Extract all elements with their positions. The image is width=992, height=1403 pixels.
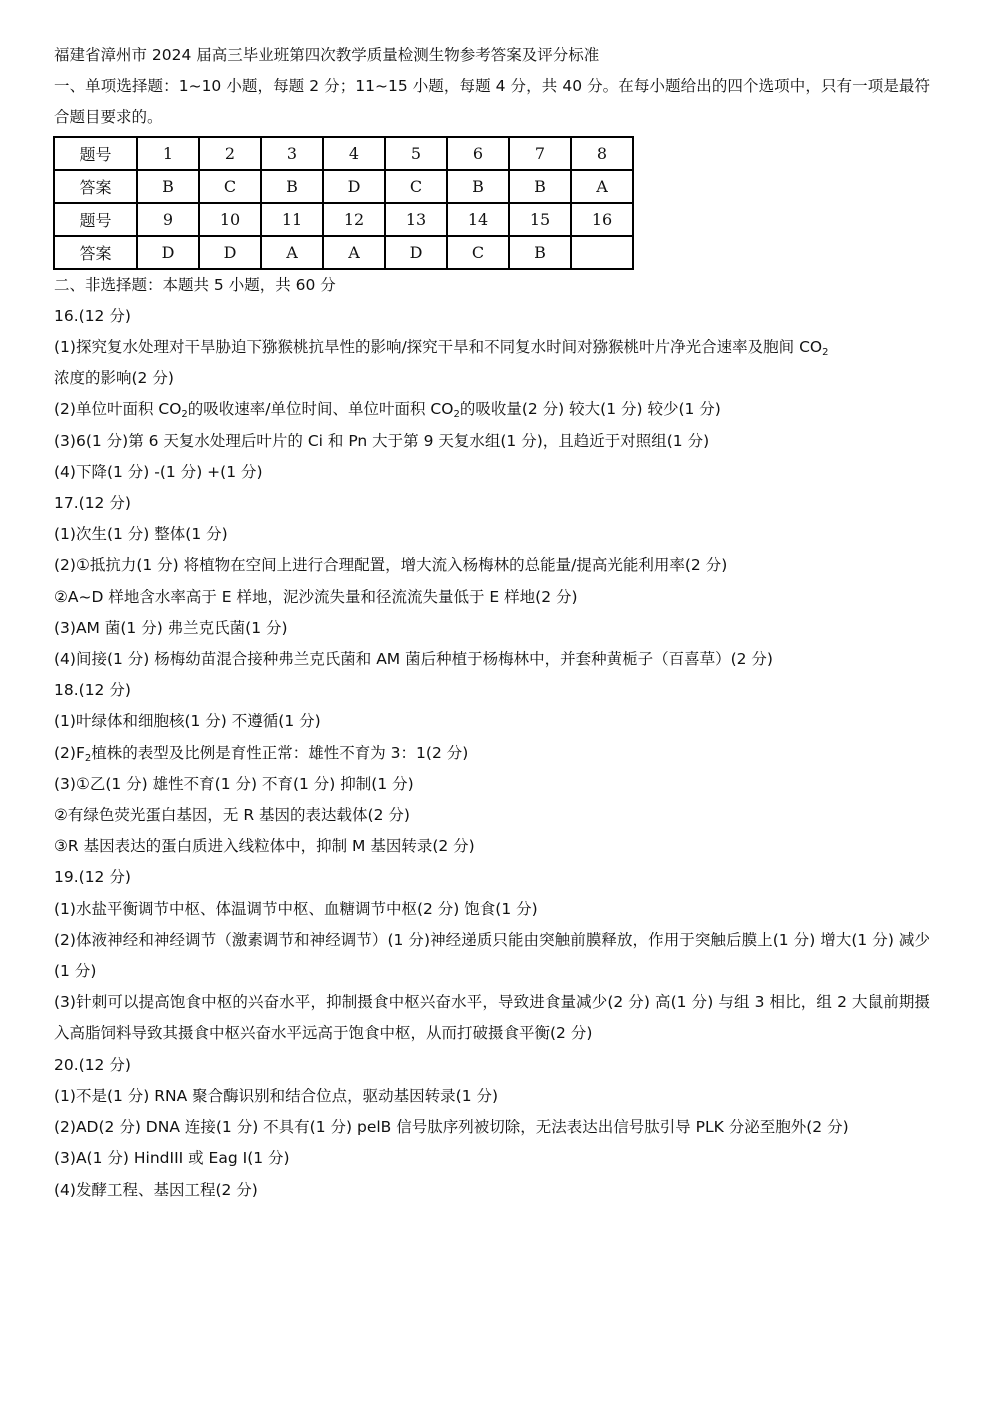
q19-answer-3: (3)针刺可以提高饱食中枢的兴奋水平，抑制摄食中枢兴奋水平，导致进食量减少(2 分) 高(1 分) 与组 3 相比，组 2 大鼠前期摄入高脂饲料导致其摄食中枢兴奋水平远高于饱食中枢，从而打破摄食平衡(2 分) — [54, 993, 930, 1043]
q18-answer-3c: ③R 基因表达的蛋白质进入线粒体中，抑制 M 基因转录(2 分) — [54, 837, 475, 856]
q20-answer-1: (1)不是(1 分) RNA 聚合酶识别和结合位点，驱动基因转录(1 分) — [54, 1086, 499, 1105]
q16-heading: 16.(12 分) — [54, 306, 131, 325]
q19-heading: 19.(12 分) — [54, 868, 131, 887]
table-cell: 8 — [571, 137, 633, 170]
q18-answer-1: (1)叶绿体和细胞核(1 分) 不遵循(1 分) — [54, 712, 321, 731]
table-cell: A — [571, 170, 633, 203]
table-cell: B — [509, 236, 571, 269]
table-cell: 1 — [137, 137, 199, 170]
table-row — [54, 236, 633, 269]
q16-answer-1-cont: 浓度的影响(2 分) — [54, 369, 174, 388]
table-cell: B — [137, 170, 199, 203]
subscript: 2 — [822, 347, 829, 359]
section-1-heading: 一、单项选择题：1~10 小题，每题 2 分；11~15 小题，每题 4 分，共 40 分。在每小题给出的四个选项中，只有一项是最符合题目要求的。 — [54, 77, 930, 127]
table-cell: D — [137, 236, 199, 269]
row-header: 答案 — [54, 236, 137, 269]
table-cell: 4 — [323, 137, 385, 170]
table-cell: 5 — [385, 137, 447, 170]
section-2-heading: 二、非选择题：本题共 5 小题，共 60 分 — [54, 275, 336, 294]
table-cell: 6 — [447, 137, 509, 170]
subscript: 2 — [453, 409, 460, 421]
table-cell: C — [385, 170, 447, 203]
q17-answer-3: (3)AM 菌(1 分) 弗兰克氏菌(1 分) — [54, 618, 288, 637]
q16-answer-2 — [54, 394, 934, 425]
q16-answer-3: (3)6(1 分)第 6 天复水处理后叶片的 Ci 和 Pn 大于第 9 天复水组(1 分)，且趋近于对照组(1 分) — [54, 431, 710, 450]
row-header: 题号 — [54, 203, 137, 236]
q18-heading: 18.(12 分) — [54, 681, 131, 700]
q18-answer-2-text-a: (2)F — [54, 743, 85, 762]
table-cell: 3 — [261, 137, 323, 170]
table-cell: 13 — [385, 203, 447, 236]
document-title: 福建省漳州市 2024 届高三毕业班第四次教学质量检测生物参考答案及评分标准 — [54, 46, 600, 64]
table-cell: A — [261, 236, 323, 269]
subscript: 2 — [84, 752, 92, 764]
table-row — [54, 170, 633, 203]
q16-answer-4: (4)下降(1 分) -(1 分) +(1 分) — [54, 462, 263, 481]
table-cell — [571, 236, 633, 269]
q20-heading: 20.(12 分) — [54, 1055, 131, 1074]
answer-sheet-page — [54, 40, 934, 1206]
table-cell: B — [261, 170, 323, 203]
q17-answer-1: (1)次生(1 分) 整体(1 分) — [54, 525, 228, 544]
q17-answer-4: (4)间接(1 分) 杨梅幼苗混合接种弗兰克氏菌和 AM 菌后种植于杨梅林中，并套种黄栀子（百喜草）(2 分) — [54, 650, 773, 669]
q17-heading: 17.(12 分) — [54, 494, 131, 513]
q16-answer-1-text: (1)探究复水处理对干旱胁迫下猕猴桃抗旱性的影响/探究干旱和不同复水时间对猕猴桃叶片净光合速率及胞间 CO — [54, 338, 823, 357]
table-cell: 12 — [323, 203, 385, 236]
q16-answer-2-text-a: (2)单位叶面积 CO — [54, 400, 182, 419]
table-cell: 11 — [261, 203, 323, 236]
q16-answer-1 — [54, 332, 934, 363]
table-cell: 2 — [199, 137, 261, 170]
q18-answer-2-text-b: 植株的表型及比例是育性正常：雄性不育为 3：1(2 分) — [91, 743, 469, 762]
table-cell: D — [323, 170, 385, 203]
q19-answer-1: (1)水盐平衡调节中枢、体温调节中枢、血糖调节中枢(2 分) 饱食(1 分) — [54, 899, 538, 918]
table-cell: C — [199, 170, 261, 203]
q18-answer-3b: ②有绿色荧光蛋白基因，无 R 基因的表达载体(2 分) — [54, 806, 410, 825]
q16-answer-2-text-b: 的吸收速率/单位时间、单位叶面积 CO — [187, 400, 454, 419]
table-row — [54, 203, 633, 236]
q16-answer-2-text-c: 的吸收量(2 分) 较大(1 分) 较少(1 分) — [459, 400, 721, 419]
table-cell: 16 — [571, 203, 633, 236]
table-row — [54, 137, 633, 170]
answer-table — [53, 136, 634, 270]
table-cell: 15 — [509, 203, 571, 236]
table-cell: 10 — [199, 203, 261, 236]
table-cell: C — [447, 236, 509, 269]
table-cell: A — [323, 236, 385, 269]
subscript: 2 — [181, 409, 188, 421]
q20-answer-2: (2)AD(2 分) DNA 连接(1 分) 不具有(1 分) pelB 信号肽序列被切除，无法表达出信号肽引导 PLK 分泌至胞外(2 分) — [54, 1118, 849, 1137]
q18-answer-2 — [54, 738, 934, 769]
q18-answer-3: (3)①乙(1 分) 雄性不育(1 分) 不育(1 分) 抑制(1 分) — [54, 774, 414, 793]
table-cell: D — [385, 236, 447, 269]
q20-answer-4: (4)发酵工程、基因工程(2 分) — [54, 1180, 258, 1199]
table-cell: B — [509, 170, 571, 203]
row-header: 答案 — [54, 170, 137, 203]
table-cell: 9 — [137, 203, 199, 236]
q17-answer-2: (2)①抵抗力(1 分) 将植物在空间上进行合理配置，增大流入杨梅林的总能量/提高光能利用率(2 分) — [54, 556, 728, 575]
table-cell: B — [447, 170, 509, 203]
table-cell: 7 — [509, 137, 571, 170]
q20-answer-3: (3)A(1 分) HindIII 或 Eag I(1 分) — [54, 1149, 290, 1168]
q19-answer-2: (2)体液神经和神经调节（激素调节和神经调节）(1 分)神经递质只能由突触前膜释放，作用于突触后膜上(1 分) 增大(1 分) 减少(1 分) — [54, 930, 930, 981]
table-cell: 14 — [447, 203, 509, 236]
q17-answer-2b: ②A~D 样地含水率高于 E 样地，泥沙流失量和径流流失量低于 E 样地(2 分) — [54, 587, 578, 606]
row-header: 题号 — [54, 137, 137, 170]
table-cell: D — [199, 236, 261, 269]
